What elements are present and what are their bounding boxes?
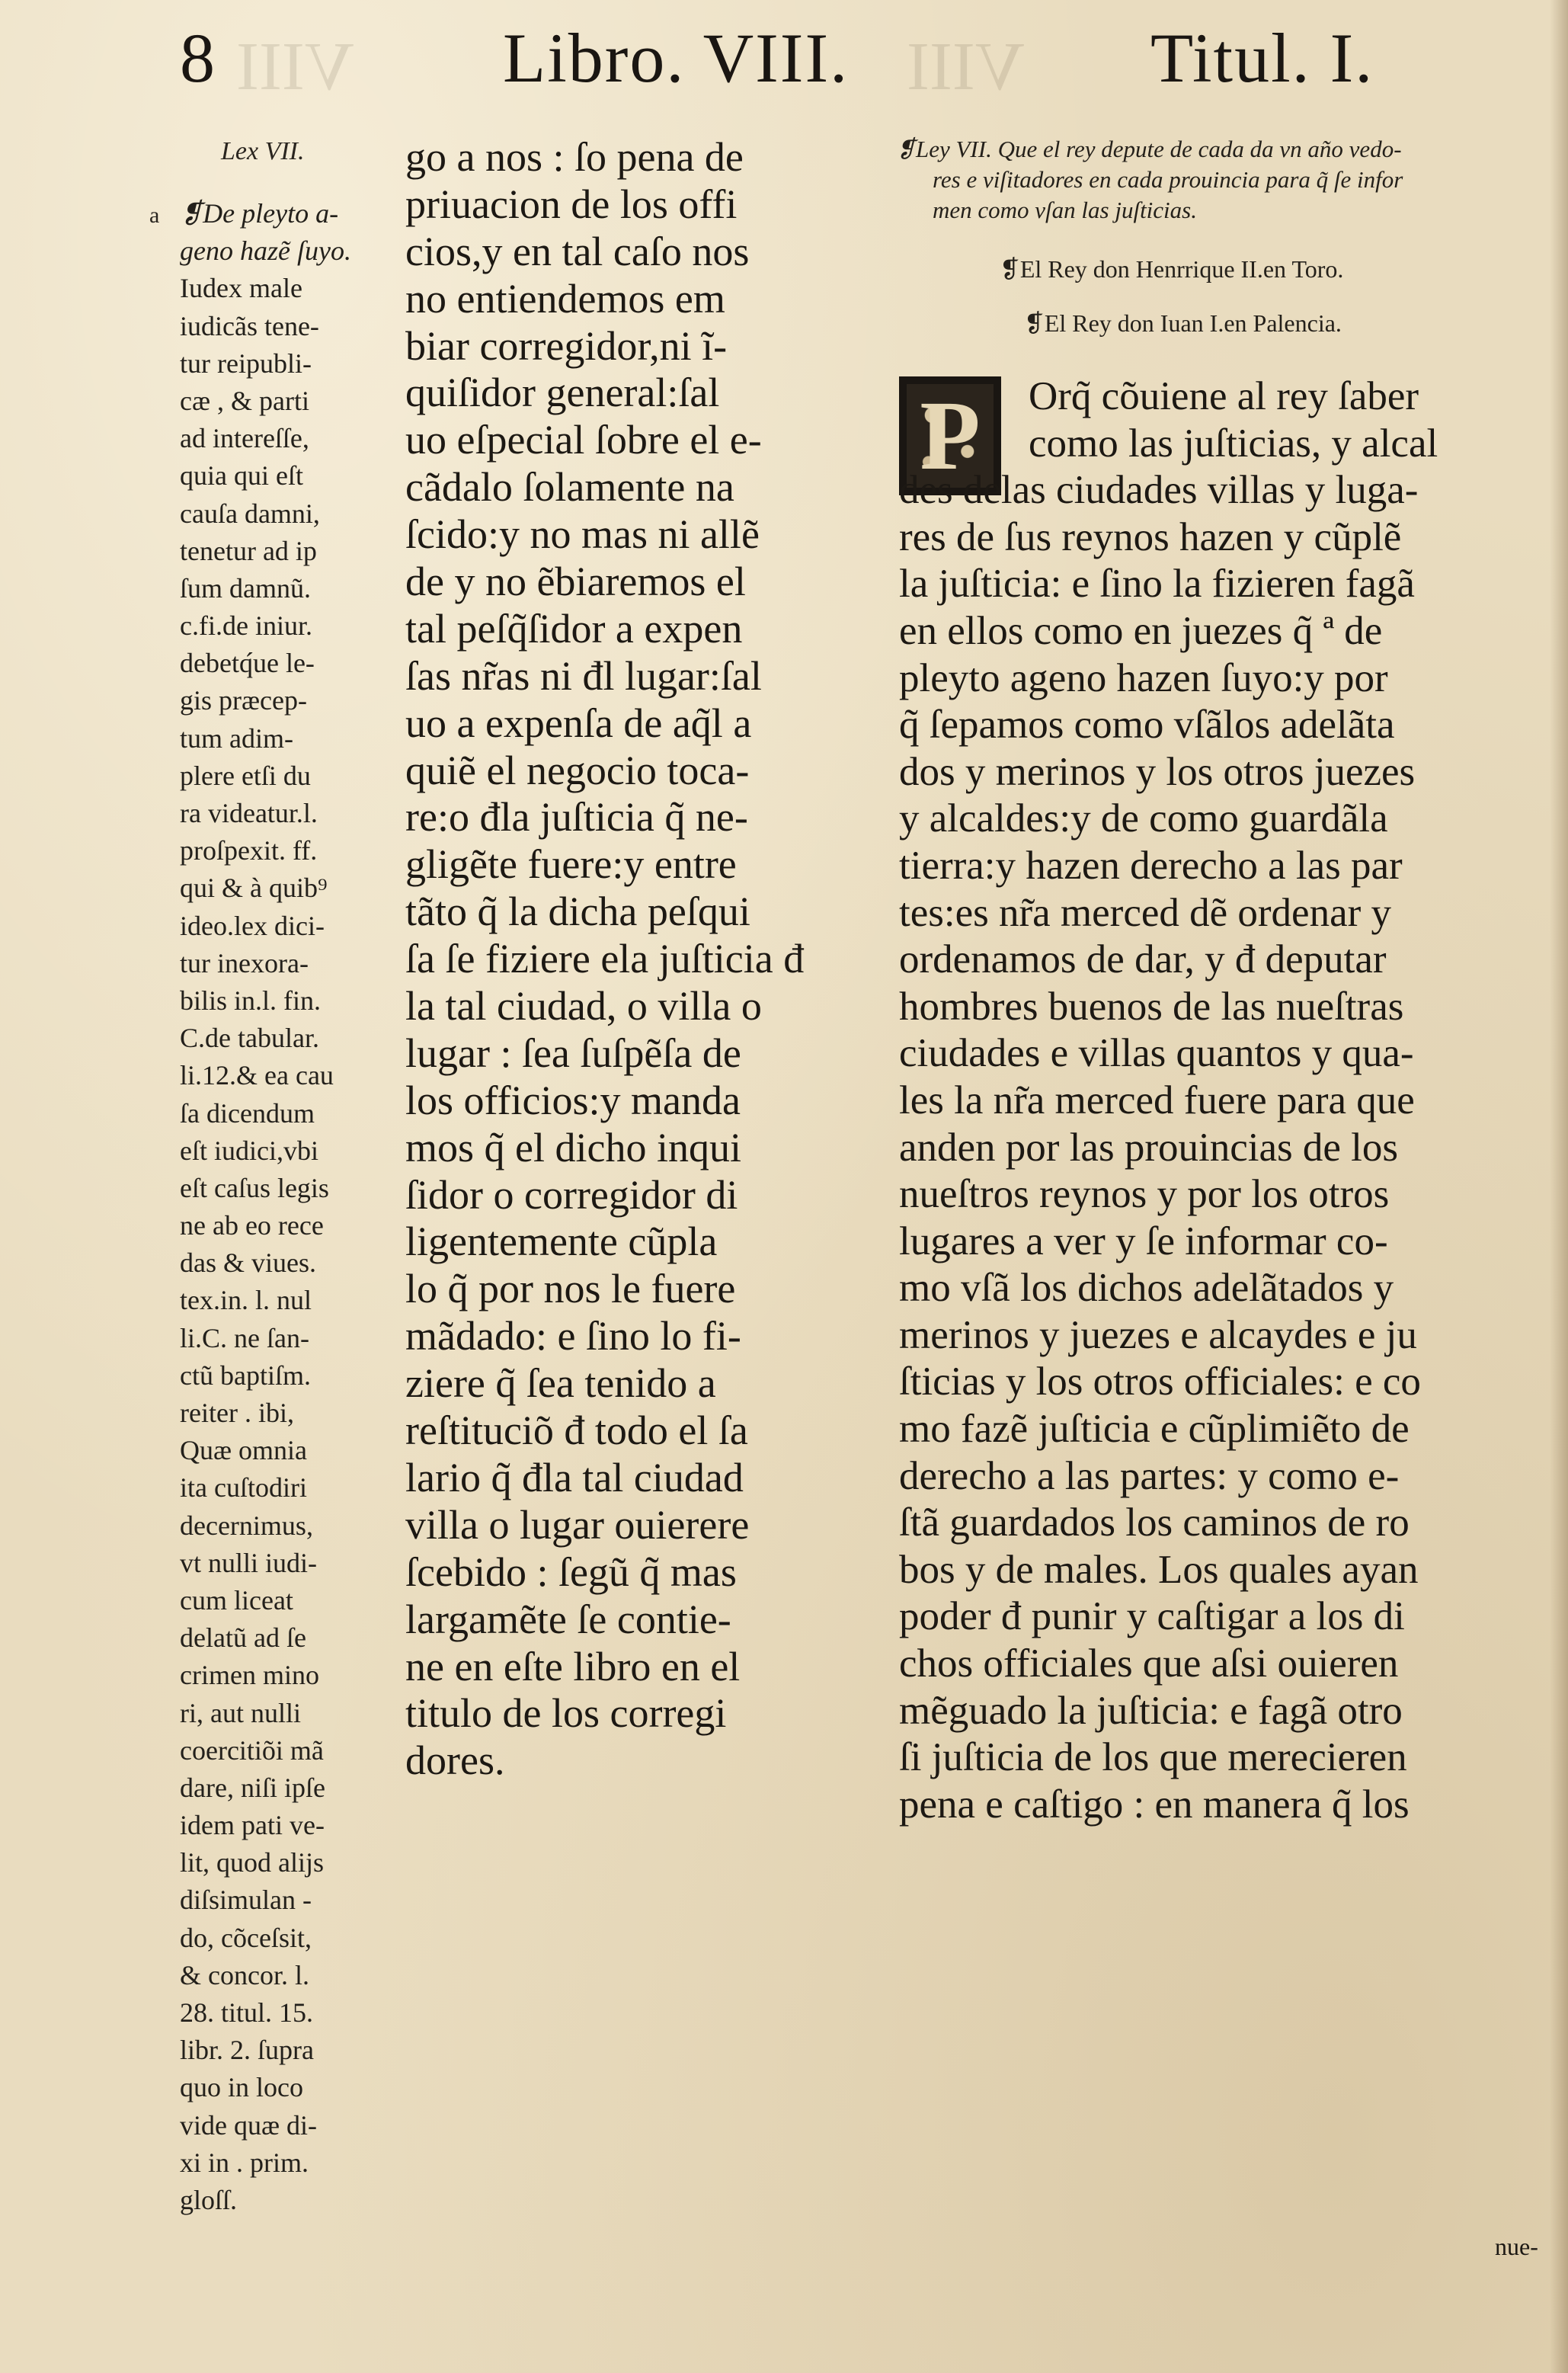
text-line: gis præcep-	[180, 685, 307, 716]
text-line: tur inexora-	[180, 947, 309, 978]
text-line: mẽguado la juſticia: e fagã otro	[899, 1688, 1403, 1733]
text-line: nueſtros reynos y por los otros	[899, 1172, 1390, 1217]
text-line: tes:es nr̃a merced dẽ ordenar y	[899, 890, 1391, 935]
text-line: tur reipubli-	[180, 347, 312, 379]
text-line: ſcebido : ſegũ q̃ mas	[405, 1548, 737, 1595]
text-line: C.de tabular.	[180, 1023, 319, 1054]
text-line: iudicãs tene-	[180, 310, 319, 341]
decorated-initial-letter: P	[920, 381, 981, 491]
text-line: lugares a ver y ſe informar co-	[899, 1219, 1388, 1263]
text-line: bilis in.l. fin.	[180, 985, 322, 1016]
text-line: Orq̃ cõuiene al rey ſaber	[1029, 374, 1419, 418]
text-line: lario q̃ đla tal ciudad	[405, 1454, 744, 1500]
text-line: ad intereſſe,	[180, 423, 309, 454]
text-line: villa o lugar ouierere	[405, 1501, 750, 1548]
text-line: ſa dicendum	[180, 1097, 315, 1129]
text-line: libr. 2. ſupra	[180, 2035, 314, 2066]
text-line: ra videatur.l.	[180, 798, 318, 828]
text-line: uo eſpecial ſobre el e-	[405, 417, 762, 463]
text-line: Quæ omnia	[180, 1435, 307, 1466]
text-line: ligentemente cũpla	[405, 1219, 718, 1265]
text-line: res e viſitadores en cada prouincia para q̃ ſe infor	[933, 166, 1403, 193]
text-line: gligẽte fuere:y entre	[405, 841, 737, 888]
text-line: Iudex male	[180, 273, 302, 304]
text-line: eſt caſus legis	[180, 1172, 329, 1203]
text-line: li.12.& ea cau	[180, 1060, 334, 1091]
marginal-gloss-column	[180, 195, 408, 2219]
gloss-heading: Lex VII.	[221, 137, 305, 165]
text-line: dores.	[405, 1737, 505, 1784]
text-line: ſcido:y no mas ni allẽ	[405, 511, 760, 558]
text-line: reſtituciõ đ todo el ſa	[405, 1407, 748, 1454]
text-line: ri, aut nulli	[180, 1697, 301, 1728]
text-line: ne en eſte libro en el	[405, 1643, 741, 1689]
text-line: la tal ciudad, o villa o	[405, 983, 762, 1030]
text-line: la juſticia: e ſino la fizieren fagã	[899, 562, 1415, 607]
text-line: cios,y en tal caſo nos	[405, 228, 750, 274]
text-line: ordenamos de dar, y đ deputar	[899, 937, 1387, 982]
text-line: largamẽte ſe contie-	[405, 1596, 731, 1642]
catchword: nue-	[1495, 2233, 1538, 2260]
text-line: priuacion de los offi	[405, 181, 738, 227]
text-line: cãdalo ſolamente na	[405, 464, 734, 511]
text-line: men como vſan las juſticias.	[933, 197, 1197, 223]
text-line: go a nos : ſo pena de	[405, 134, 744, 180]
text-line: quiẽ el negocio toca-	[405, 747, 750, 793]
text-line: pleyto ageno hazen ſuyo:y por	[899, 655, 1388, 700]
text-line: plere etſi du	[180, 760, 311, 791]
text-line: pena e caſtigo : en manera q̃ los	[899, 1782, 1410, 1827]
attribution-iuan: ❡El Rey don Iuan I.en Palencia.	[1024, 309, 1342, 337]
text-line: uo a expenſa de aq̃l a	[405, 700, 752, 746]
text-line: tenetur ad ip	[180, 535, 317, 566]
text-line: res de ſus reynos hazen y cũplẽ	[899, 514, 1402, 559]
text-line: lugar : ſea ſuſpẽſa de	[405, 1030, 741, 1076]
text-line: vt nulli iudi-	[180, 1547, 317, 1578]
text-line: gloſſ.	[180, 2184, 238, 2215]
text-line: de y no ẽbiaremos el	[405, 559, 746, 605]
text-line: tierra:y hazen derecho a las par	[899, 843, 1403, 888]
text-line: ideo.lex dici-	[180, 910, 325, 941]
text-line: ziere q̃ ſea tenido a	[405, 1360, 716, 1407]
text-line: geno hazẽ ſuyo.	[180, 235, 351, 267]
text-line: mãdado: e ſino lo fi-	[405, 1313, 741, 1359]
text-line: mo vſã los dichos adelãtados y	[899, 1266, 1394, 1311]
text-line: ciudades e villas quantos y qua-	[899, 1031, 1414, 1076]
text-line: quo in loco	[180, 2072, 303, 2103]
text-line: des delas ciudades villas y luga-	[899, 468, 1419, 513]
text-line: crimen mino	[180, 1660, 319, 1691]
text-line: delatũ ad ſe	[180, 1622, 306, 1654]
text-line: chos officiales que aſsi ouieren	[899, 1641, 1399, 1686]
bleed-through-ghost-right: VIII	[907, 29, 1025, 104]
note-marker: a	[149, 203, 160, 228]
text-line: 28. titul. 15.	[180, 1997, 314, 2028]
page-number: 8	[180, 19, 215, 97]
text-line: ita cuſtodiri	[180, 1472, 307, 1504]
text-line: lit, quod alijs	[180, 1847, 324, 1878]
main-text-column-right	[899, 373, 1547, 1828]
text-line: tum adim-	[180, 722, 293, 754]
text-line: mo fazẽ juſticia e cũplimiẽto de	[899, 1407, 1410, 1452]
text-line: das & viues.	[180, 1247, 316, 1279]
text-line: ❡De pleyto a-	[180, 198, 339, 229]
text-line: ſidor o corregidor di	[405, 1171, 738, 1218]
text-line: anden por las prouincias de los	[899, 1125, 1398, 1170]
text-line: como las juſticias, y alcal	[1029, 421, 1438, 466]
text-line: cæ , & parti	[180, 385, 309, 416]
text-line: tal peſq̃ſidor a expen	[405, 605, 743, 652]
text-line: mos q̃ el dicho inqui	[405, 1124, 741, 1170]
bleed-through-ghost-left: VIII	[236, 29, 354, 104]
text-line: ſum damnũ.	[180, 572, 311, 604]
text-line: cauſa damni,	[180, 498, 320, 529]
text-line: hombres buenos de las nueſtras	[899, 984, 1404, 1029]
text-line: qui & à quib⁹	[180, 873, 328, 904]
text-line: reiter . ibi,	[180, 1398, 294, 1428]
text-line: decernimus,	[180, 1510, 313, 1541]
text-line: ſas nr̃as ni đl lugar:ſal	[405, 652, 762, 699]
text-line: poder đ punir y caſtigar a los di	[899, 1594, 1405, 1639]
text-line: eſt iudici,vbi	[180, 1135, 318, 1166]
text-line: titulo de los corregi	[405, 1690, 727, 1737]
law-rubric	[896, 134, 1541, 226]
text-line: quiſidor general:ſal	[405, 370, 720, 416]
text-line: proſpexit. ff.	[180, 835, 318, 866]
text-line: ſtã guardados los caminos de ro	[899, 1500, 1410, 1545]
text-line: en ellos como en juezes q̃ ª de	[899, 608, 1383, 653]
text-line: idem pati ve-	[180, 1810, 325, 1841]
text-line: derecho a las partes: y como e-	[899, 1453, 1400, 1498]
text-line: & concor. l.	[180, 1959, 309, 1990]
text-line: do, cõceſsit,	[180, 1922, 312, 1953]
text-line: ctũ baptiſm.	[180, 1359, 311, 1391]
text-line: xi in . prim.	[180, 2147, 309, 2178]
text-line: ſa ſe fiziere ela juſticia đ	[405, 936, 805, 982]
text-line: cum liceat	[180, 1584, 293, 1616]
text-line: diſsimulan -	[180, 1885, 312, 1916]
text-line: dare, niſi ipſe	[180, 1772, 325, 1803]
text-line: y alcaldes:y de como guardãla	[899, 796, 1388, 841]
attribution-henrrique: ❡El Rey don Henrrique II.en Toro.	[1000, 255, 1344, 283]
running-title-right: Titul. I.	[1150, 19, 1374, 97]
main-text-column-left	[405, 134, 840, 1785]
text-line: ſi juſticia de los que merecieren	[899, 1735, 1407, 1780]
text-line: li.C. ne ſan-	[180, 1322, 309, 1353]
text-line: ❡Ley VII. Que el rey depute de cada da vn año vedo-	[896, 136, 1402, 162]
text-line: merinos y juezes e alcaydes e ju	[899, 1312, 1417, 1357]
text-line: no entiendemos em	[405, 275, 725, 322]
text-line: quia qui eſt	[180, 460, 303, 492]
text-line: c.fi.de iniur.	[180, 610, 312, 642]
text-line: ne ab eo rece	[180, 1210, 324, 1241]
text-line: tãto q̃ la dicha peſqui	[405, 889, 750, 935]
text-line: los officios:y manda	[405, 1077, 741, 1123]
text-line: lo q̃ por nos le fuere	[405, 1266, 736, 1312]
text-line: ſticias y los otros officiales: e co	[899, 1359, 1421, 1404]
text-line: les la nr̃a merced fuere para que	[899, 1078, 1415, 1122]
page-edge-shadow	[1550, 0, 1568, 2373]
text-line: vide quæ di-	[180, 2109, 317, 2141]
running-title-left: Libro. VIII.	[503, 19, 850, 97]
text-line: q̃ ſepamos como vſãlos adelãta	[899, 703, 1395, 748]
text-line: re:o đla juſticia q̃ ne-	[405, 794, 748, 841]
text-line: coercitiõi mã	[180, 1734, 324, 1766]
text-line: bos y de males. Los quales ayan	[899, 1547, 1419, 1592]
text-line: biar corregidor,ni ĩ-	[405, 322, 728, 369]
text-line: debetq́ue le-	[180, 648, 315, 679]
text-line: dos y merinos y los otros juezes	[899, 749, 1416, 794]
text-line: tex.in. l. nul	[180, 1285, 312, 1316]
